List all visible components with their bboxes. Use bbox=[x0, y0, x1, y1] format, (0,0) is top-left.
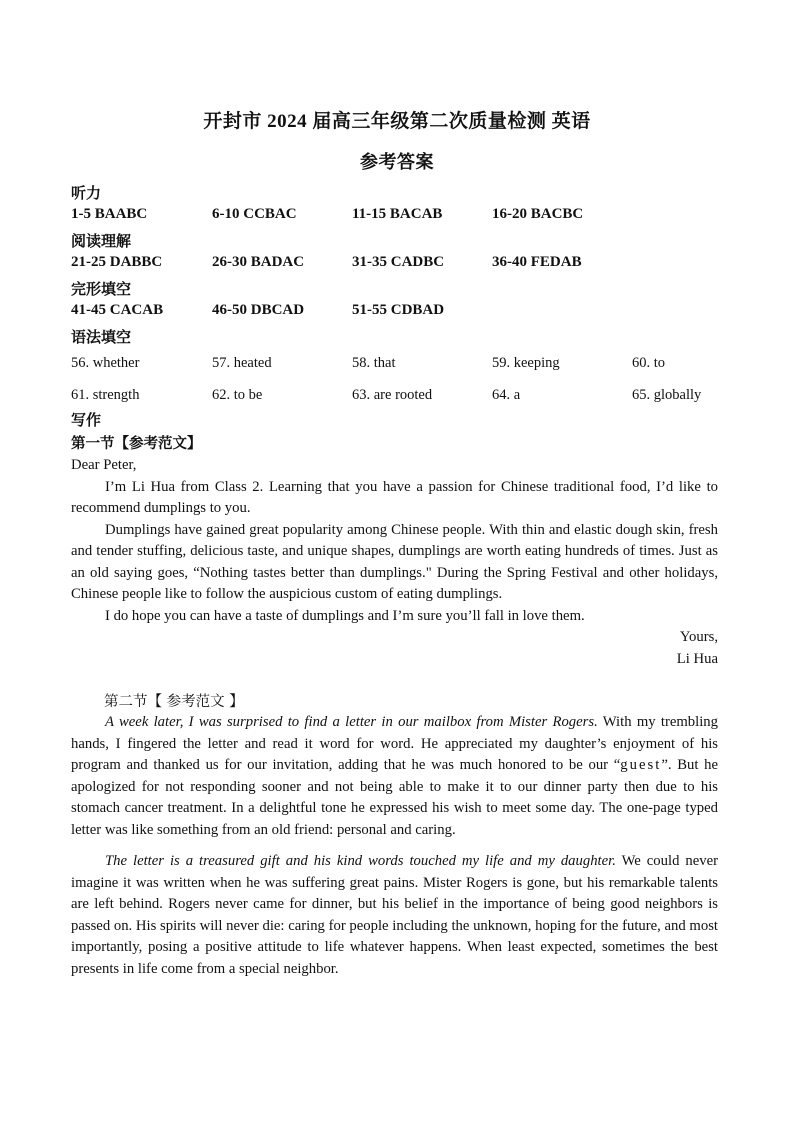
grammar-answer: 59. keeping bbox=[492, 355, 560, 371]
continuation-paragraph bbox=[71, 851, 718, 980]
section-reading-label: 阅读理解 bbox=[71, 232, 132, 250]
continuation-text: guest bbox=[620, 757, 662, 773]
grammar-answer: 56. whether bbox=[71, 355, 140, 371]
letter-salutation: Dear Peter, bbox=[71, 457, 137, 473]
answer-group: 26-30 BADAC bbox=[212, 254, 305, 270]
section-writing-label: 写作 bbox=[71, 411, 102, 429]
page-subtitle: 参考答案 bbox=[360, 152, 434, 172]
grammar-answer: 63. are rooted bbox=[352, 387, 433, 403]
section-listening-label: 听力 bbox=[71, 184, 102, 202]
answer-group: 41-45 CACAB bbox=[71, 302, 164, 318]
letter-signature: Li Hua bbox=[676, 650, 718, 667]
continuation-text: We could never imagine it was written when he was suffering great pains. Mister Rogers is gone, but his remarkable talents are left behind. Rogers never came for dinner, but his belief in the importance of being good neighbors is passed on. His spirits will never die: caring for people including the unknown, hoping for the future, and most importantly, posing a positive attitude to life whatever happens. When least expected, sometimes the best presents in life come from a special neighbor. bbox=[71, 853, 718, 977]
continuation-text: With my trembling hands, I fingered the letter and read it word for word. He appreciated my daughter’s enjoyment of his program and thanked us for our invitation, adding that he was much honored to be our “ bbox=[71, 714, 718, 773]
continuation-writing bbox=[71, 712, 718, 980]
grammar-answer: 60. to bbox=[632, 355, 666, 371]
letter-paragraph: I do hope you can have a taste of dumplings and I’m sure you’ll fall in love them. bbox=[105, 607, 585, 624]
answer-group: 1-5 BAABC bbox=[71, 206, 148, 222]
page-title: 开封市 2024 届高三年级第二次质量检测 英语 bbox=[203, 111, 591, 132]
grammar-answers-row-2 bbox=[71, 387, 771, 409]
answer-group: 11-15 BACAB bbox=[352, 206, 443, 222]
grammar-answer: 65. globally bbox=[632, 387, 702, 403]
answer-group: 6-10 CCBAC bbox=[212, 206, 297, 222]
given-opening-sentence: A week later, I was surprised to find a letter in our mailbox from Mister Rogers. bbox=[105, 714, 598, 730]
grammar-answer: 58. that bbox=[352, 355, 396, 371]
writing-part2-label: 第二节【 参考范文 】 bbox=[104, 694, 244, 710]
continuation-paragraph bbox=[71, 712, 718, 841]
cloze-answers-row bbox=[71, 302, 771, 324]
answer-group: 46-50 DBCAD bbox=[212, 302, 305, 318]
given-opening-sentence: The letter is a treasured gift and his kind words touched my life and my daughter. bbox=[105, 853, 616, 869]
model-letter bbox=[71, 455, 718, 670]
grammar-answer: 61. strength bbox=[71, 387, 140, 403]
grammar-answers-row-1 bbox=[71, 355, 771, 377]
letter-paragraph: Dumplings have gained great popularity among Chinese people. With thin and elastic dough skin, fresh and tender stuffing, delicious taste, and unique shapes, dumplings are worth eating hundreds of times. Just as an old saying goes, “Nothing tastes better than dumplings." During the Spring Festival and other holidays, Chinese people like to follow the auspicious custom of eating dumplings. bbox=[71, 521, 718, 602]
answer-group: 21-25 DABBC bbox=[71, 254, 163, 270]
grammar-answer: 57. heated bbox=[212, 355, 272, 371]
answer-group: 16-20 BACBC bbox=[492, 206, 584, 222]
answer-group: 36-40 FEDAB bbox=[492, 254, 582, 270]
letter-paragraph: I’m Li Hua from Class 2. Learning that you have a passion for Chinese traditional food, I’d like to recommend dumplings to you. bbox=[71, 478, 718, 516]
continuation-text: ”. But he apologized for not responding sooner and not being able to make it to our dinner party then due to his stomach cancer treatment. In a delightful tone he expressed his wish to meet some day. The one-page typed letter was like something from an old friend: personal and caring. bbox=[71, 757, 718, 838]
writing-part1-label: 第一节【参考范文】 bbox=[71, 436, 202, 452]
answer-group: 51-55 CDBAD bbox=[352, 302, 445, 318]
grammar-answer: 62. to be bbox=[212, 387, 263, 403]
listening-answers-row bbox=[71, 206, 771, 228]
grammar-answer: 64. a bbox=[492, 387, 521, 403]
answer-group: 31-35 CADBC bbox=[352, 254, 445, 270]
section-cloze-label: 完形填空 bbox=[71, 280, 132, 298]
reading-answers-row bbox=[71, 254, 771, 276]
section-grammar-label: 语法填空 bbox=[71, 328, 132, 346]
letter-closing: Yours, bbox=[679, 629, 718, 645]
